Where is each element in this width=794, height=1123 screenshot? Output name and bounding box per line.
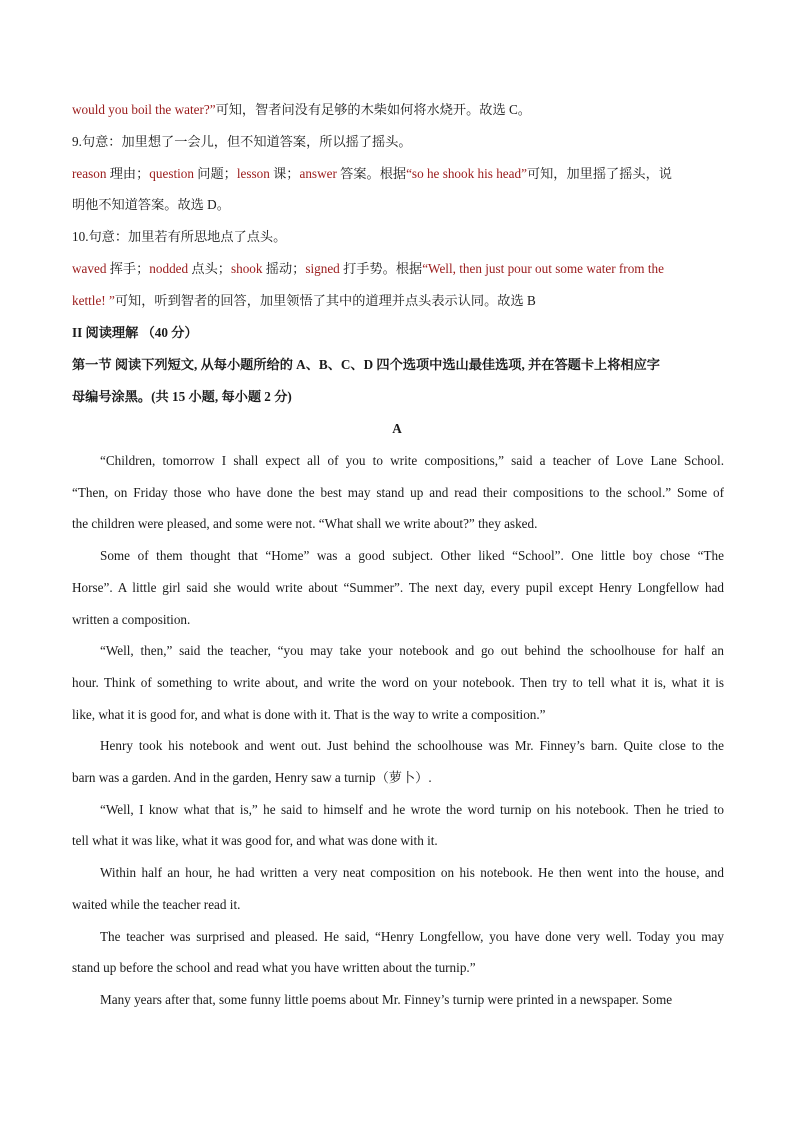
option-word: signed xyxy=(305,261,340,276)
answer-quote: “Well, then just pour out some water from the xyxy=(422,261,664,276)
passage-line: like, what it is good for, and what is done with it. That is the way to write a composition.” xyxy=(72,707,546,722)
passage-line: Some of them thought that “Home” was a good subject. Other liked “School”. One little boy chose “The xyxy=(100,548,724,563)
passage-line: the children were pleased, and some were not. “What shall we write about?” they asked. xyxy=(72,516,538,531)
passage-line: The teacher was surprised and pleased. He said, “Henry Longfellow, you have done very well. Today you may xyxy=(100,929,724,944)
answer-quote: “so he shook his head” xyxy=(406,166,527,181)
answer-line-8-tail xyxy=(72,101,724,119)
option-word: waved xyxy=(72,261,107,276)
answer-explanation: 可知，加里摇了摇头，说 xyxy=(526,166,672,181)
passage-line: waited while the teacher read it. xyxy=(72,897,241,912)
option-meaning: 答案。根据 xyxy=(336,166,407,181)
passage-line: “Well, then,” said the teacher, “you may take your notebook and go out behind the schoolhouse for half an xyxy=(100,643,724,658)
option-meaning: 挥手； xyxy=(106,261,150,276)
option-meaning: 打手势。根据 xyxy=(339,261,423,276)
answer-quote: would you boil the water?” xyxy=(72,102,216,117)
answer-q9-explanation xyxy=(72,165,724,183)
option-word: reason xyxy=(72,166,107,181)
option-word: question xyxy=(149,166,194,181)
passage-line: Many years after that, some funny little poems about Mr. Finney’s turnip were printed in a newspaper. Some xyxy=(100,992,673,1007)
option-meaning: 理由； xyxy=(106,166,150,181)
passage-line: barn was a garden. And in the garden, Henry saw a turnip（萝卜）. xyxy=(72,770,432,785)
option-word: lesson xyxy=(236,166,270,181)
answer-q9-conclusion: 明他不知道答案。故选 D。 xyxy=(72,197,230,212)
answer-q10-explanation xyxy=(72,260,724,278)
option-meaning: 点头； xyxy=(188,261,231,276)
passage-line: Henry took his notebook and went out. Just behind the schoolhouse was Mr. Finney’s barn. Quite close to the xyxy=(100,738,724,753)
section-title: II 阅读理解 （40 分） xyxy=(72,325,198,340)
option-meaning: 摇动； xyxy=(262,261,306,276)
passage-line: Horse”. A little girl said she would write about “Summer”. The next day, every pupil except Henry Longfellow had xyxy=(72,580,724,595)
passage-line: “Children, tomorrow I shall expect all of you to write compositions,” said a teacher of Love Lane School. xyxy=(100,453,724,468)
passage-line: hour. Think of something to write about, and write the word on your notebook. Then try to tell what it is, what it is xyxy=(72,675,724,690)
passage-line: written a composition. xyxy=(72,612,191,627)
section-instructions: 第一节 阅读下列短文, 从每小题所给的 A、B、C、D 四个选项中选山最佳选项, 并在答题卡上将相应字 xyxy=(72,357,660,372)
answer-q9-translation: 9.句意：加里想了一会儿，但不知道答案，所以摇了摇头。 xyxy=(72,134,412,149)
answer-q10-conclusion xyxy=(72,292,724,310)
option-meaning: 问题； xyxy=(193,166,237,181)
option-meaning: 课； xyxy=(269,166,300,181)
answer-explanation: 可知，智者问没有足够的木柴如何将水烧开。故选 C。 xyxy=(215,102,531,117)
section-instructions-cont: 母编号涂黑。(共 15 小题, 每小题 2 分) xyxy=(72,389,292,404)
passage-line: stand up before the school and read what you have written about the turnip.” xyxy=(72,960,476,975)
passage-line: “Then, on Friday those who have done the best may stand up and read their compositions to the school.” Some of xyxy=(72,485,724,500)
answer-explanation: 可知，听到智者的回答，加里领悟了其中的道理并点头表示认同。故选 B xyxy=(114,293,536,308)
option-word: nodded xyxy=(149,261,189,276)
option-word: answer xyxy=(299,166,337,181)
passage-line: Within half an hour, he had written a very neat composition on his notebook. He then went into the house, and xyxy=(100,865,724,880)
option-word: shook xyxy=(230,261,263,276)
answer-quote: kettle! ” xyxy=(72,293,115,308)
passage-line: “Well, I know what that is,” he said to himself and he wrote the word turnip on his notebook. Then he tried to xyxy=(100,802,724,817)
passage-label: A xyxy=(392,421,402,436)
passage-line: tell what it was like, what it was good for, and what was done with it. xyxy=(72,833,438,848)
answer-q10-translation: 10.句意：加里若有所思地点了点头。 xyxy=(72,229,287,244)
